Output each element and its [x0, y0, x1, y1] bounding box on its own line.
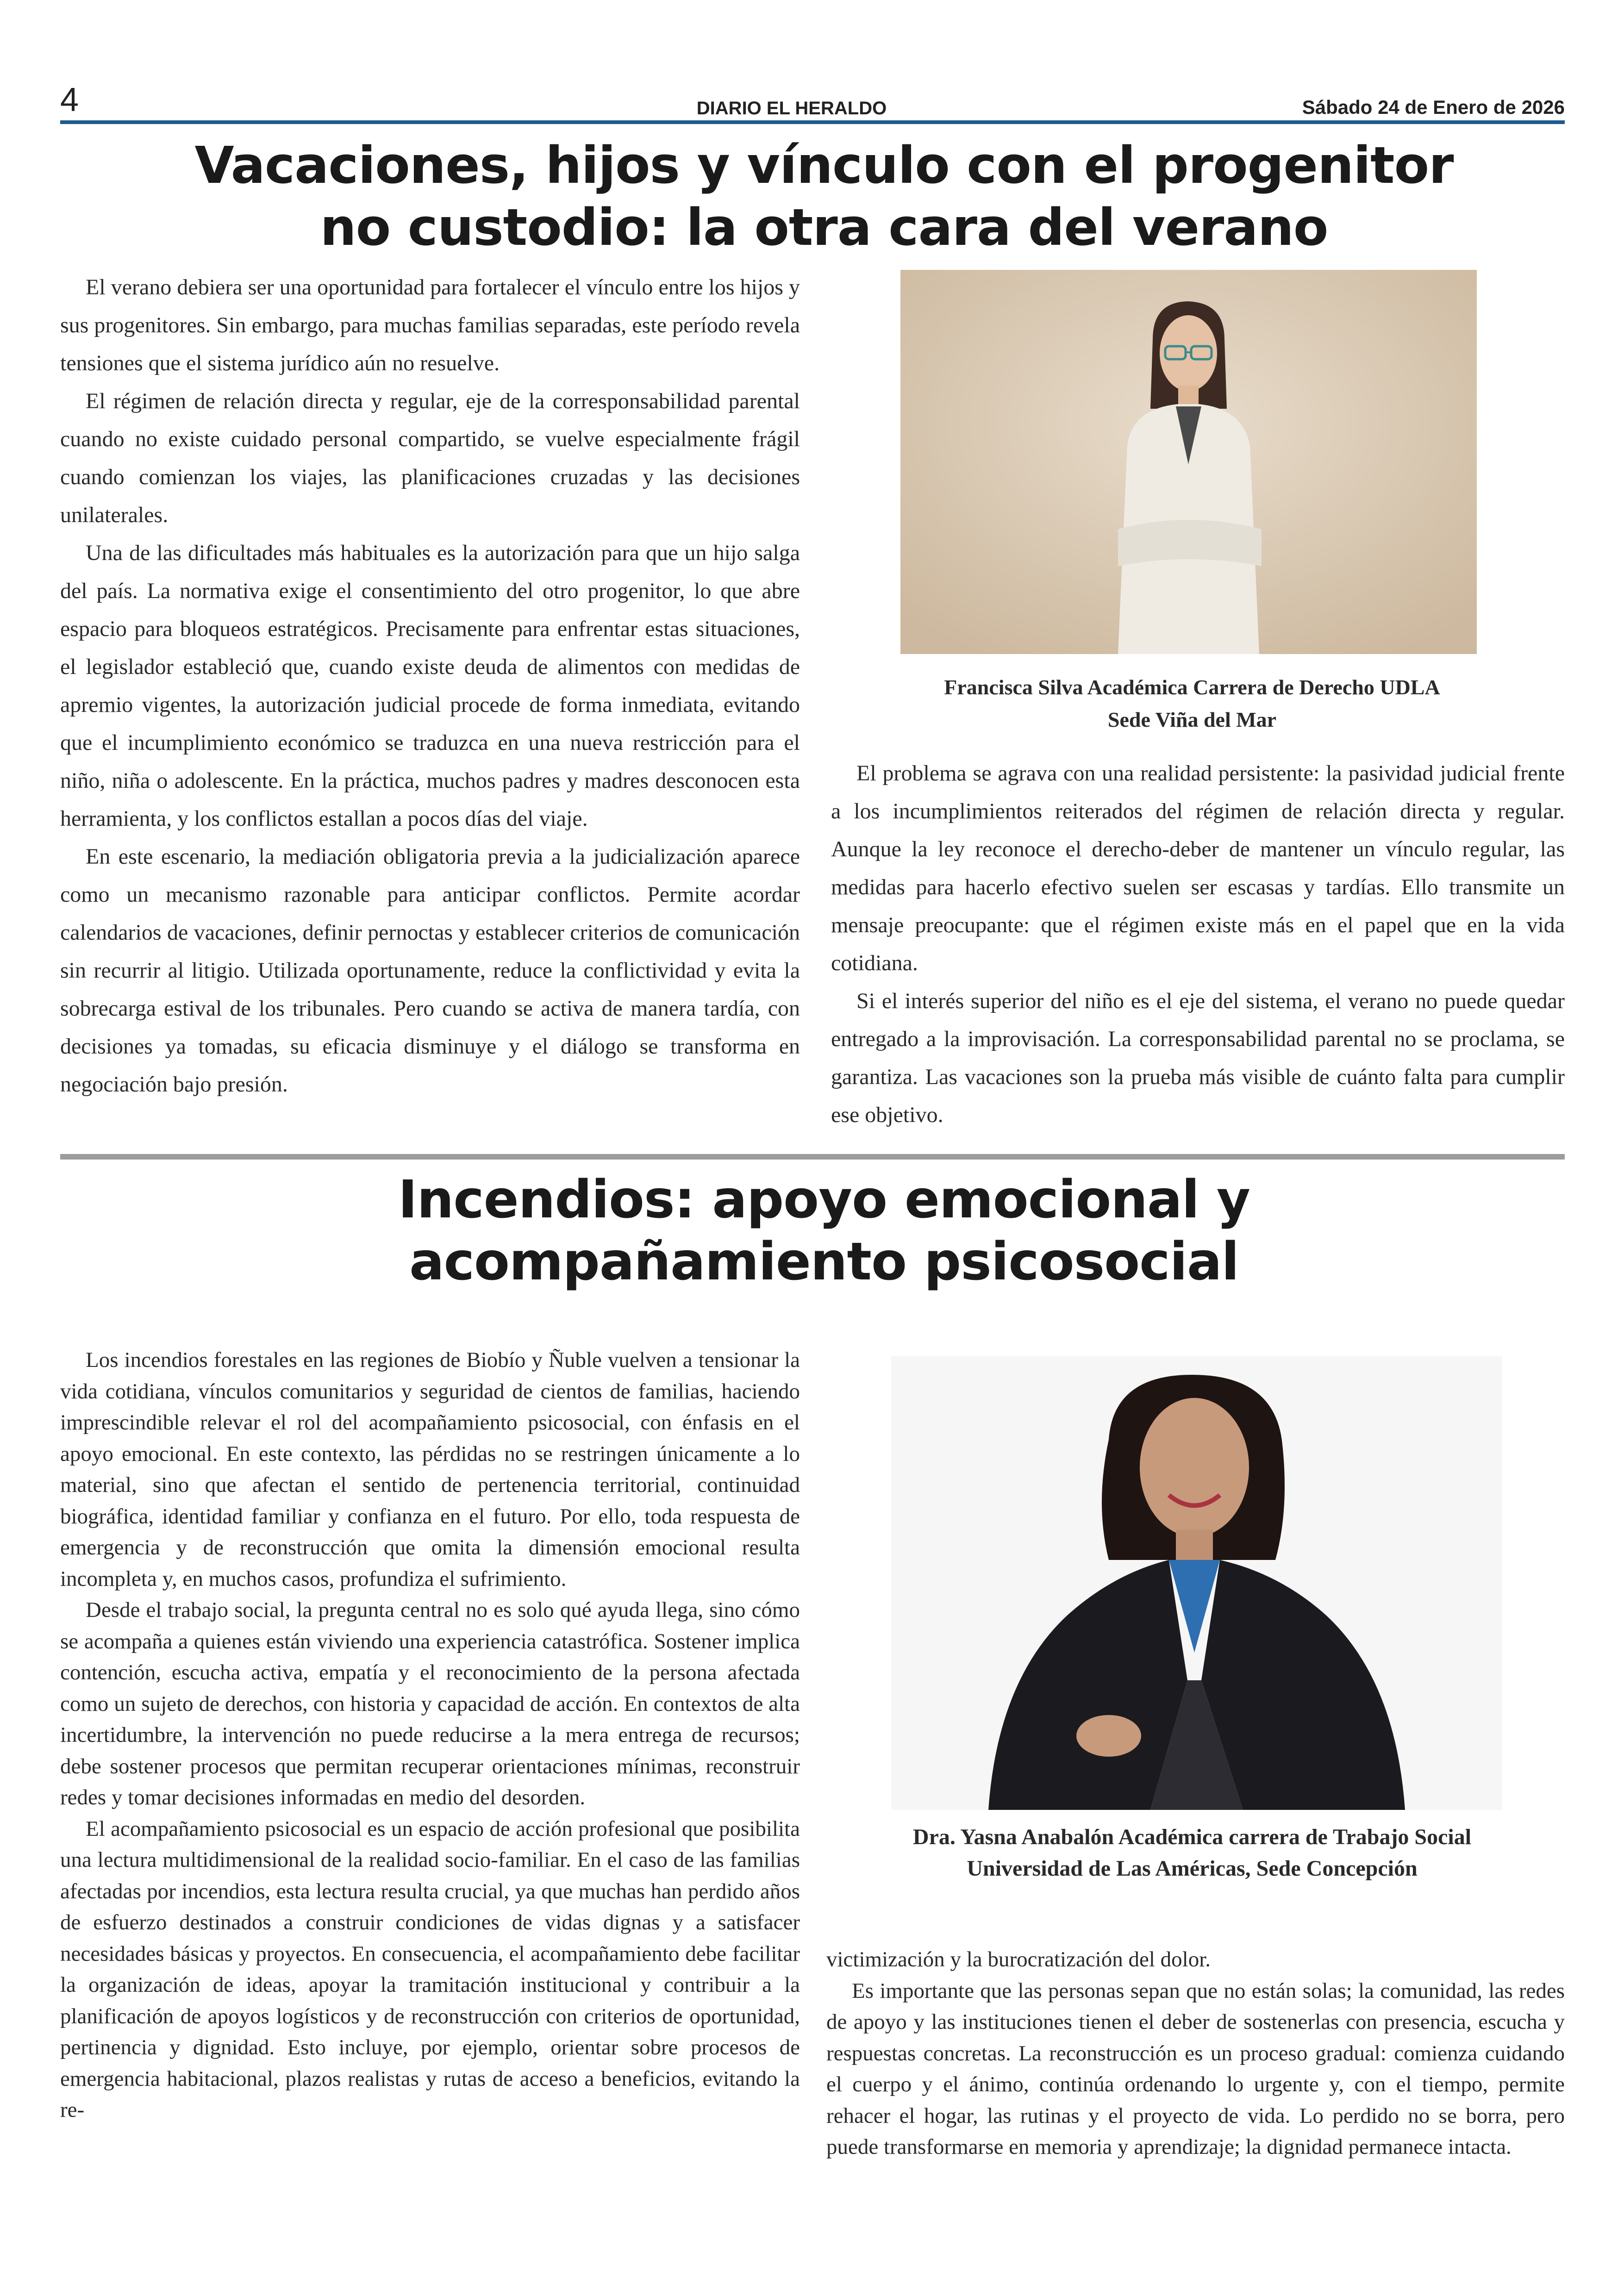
article2-paragraph: El acompañamiento psicosocial es un espacio de acción profesional que posibilita una lectura multidimensional de la realidad socio-familiar. En el caso de las familias afectadas por incendios, esta lectura resulta crucial, ya que muchas han perdido años de esfuerzo destinados a construir condiciones de vidas dignas y a satisfacer necesidades básicas y proyectos. En consecuencia, el acompañamiento debe facilitar la organización de ideas, apoyar la tramitación institucional y contribuir a la planificación de apoyos logísticos y de reconstrucción con criterios de oportunidad, pertinencia y dignidad. Esto incluye, por ejemplo, orientar sobre procesos de emergencia habitacional, plazos realistas y rutas de acceso a beneficios, evitando la re-	[60, 1816, 800, 2122]
article2-title-line: acompañamiento psicosocial	[409, 1232, 1239, 1292]
article1-paragraph: Una de las dificultades más habituales es la autorización para que un hijo salga del país. La normativa exige el consentimiento del otro progenitor, lo que abre espacio para bloqueos estratégicos. Precisamente para enfrentar estas situaciones, el legislador estableció que, cuando existe deuda de alimentos con medidas de apremio vigentes, la autorización judicial procede de forma inmediata, evitando que el incumplimiento económico se traduzca en una nueva restricción para el niño, niña o adolescente. En la práctica, muchos padres y madres desconocen esta herramienta, y los conflictos estallan a pocos días del viaje.	[60, 541, 800, 831]
article1-photo-caption	[831, 671, 1553, 736]
header-rule	[60, 120, 1565, 124]
article1-title-line: no custodio: la otra cara del verano	[320, 198, 1328, 257]
article1-paragraph: Si el interés superior del niño es el eje del sistema, el verano no puede quedar entregado a la improvisación. La corresponsabilidad parental no se proclama, se garantiza. Las vacaciones son la prueba más visible de cuánto falta para cumplir ese objetivo.	[831, 989, 1565, 1127]
article2-paragraph: Es importante que las personas sepan que no están solas; la comunidad, las redes de apoyo y las instituciones tienen el deber de sostenerlas con presencia, escucha y respuestas concretas. La reconstrucción es un proceso gradual: comienza cuidando el cuerpo y el ánimo, continúa ordenando lo urgente y, con el tiempo, permite rehacer el hogar, las rutinas y el proyecto de vida. Lo perdido no se borra, pero puede transformarse en memoria y aprendizaje; la dignidad permanece intacta.	[826, 1978, 1565, 2159]
article1-paragraph: El verano debiera ser una oportunidad para fortalecer el vínculo entre los hijos y sus progenitores. Sin embargo, para muchas familias separadas, este período revela tensiones que el sistema jurídico aún no resuelve.	[60, 275, 800, 375]
portrait-illustration	[900, 270, 1477, 654]
portrait-illustration	[891, 1356, 1502, 1810]
article1-title-line: Vacaciones, hijos y vínculo con el progenitor	[194, 136, 1454, 195]
article2-right-column	[826, 1944, 1565, 2163]
article1-paragraph: El problema se agrava con una realidad persistente: la pasividad judicial frente a los incumplimientos reiterados del régimen de relación directa y regular. Aunque la ley reconoce el derecho-deber de mantener un vínculo regular, las medidas para hacerlo efectivo suelen ser escasas y tardías. Ello transmite un mensaje preocupante: que el régimen existe más en el papel que en la vida cotidiana.	[831, 761, 1565, 975]
newspaper-name: DIARIO EL HERALDO	[696, 98, 887, 118]
section-divider	[60, 1154, 1565, 1160]
article2-left-column	[60, 1345, 800, 2126]
caption-line: Sede Viña del Mar	[1107, 708, 1277, 731]
caption-line: Francisca Silva Académica Carrera de Derecho UDLA	[944, 675, 1440, 699]
article1-right-column	[831, 755, 1565, 1134]
article1-paragraph: En este escenario, la mediación obligatoria previa a la judicialización aparece como un mecanismo razonable para anticipar conflictos. Permite acordar calendarios de vacaciones, definir pernoctas y establecer criterios de comunicación sin recurrir al litigio. Utilizada oportunamente, reduce la conflictividad y evita la sobrecarga estival de los tribunales. Pero cuando se activa de manera tardía, con decisiones ya tomadas, su eficacia disminuye y el diálogo se transforma en negociación bajo presión.	[60, 844, 800, 1097]
page-header	[60, 83, 1565, 120]
article2-photo-caption	[831, 1821, 1553, 1884]
caption-line: Universidad de Las Américas, Sede Concepción	[967, 1856, 1418, 1881]
article2-title	[60, 1169, 1588, 1293]
article2-continuation: victimización y la burocratización del dolor.	[826, 1947, 1211, 1971]
article2-paragraph: Desde el trabajo social, la pregunta central no es solo qué ayuda llega, sino cómo se acompaña a quienes están viviendo una experiencia catastrófica. Sostener implica contención, escucha activa, empatía y el reconocimiento de la persona afectada como un sujeto de derechos, con historia y capacidad de acción. En contextos de alta incertidumbre, la intervención no puede reducirse a la mera entrega de recursos; debe sostener procesos que permitan recuperar orientaciones mínimas, reconstruir redes y tomar decisiones informadas en medio del desorden.	[60, 1598, 800, 1809]
article1-paragraph: El régimen de relación directa y regular, eje de la corresponsabilidad parental cuando no existe cuidado personal compartido, se vuelve especialmente frágil cuando comienzan los viajes, las planificaciones cruzadas y las decisiones unilaterales.	[60, 389, 800, 527]
caption-line: Dra. Yasna Anabalón Académica carrera de Trabajo Social	[912, 1825, 1472, 1849]
article2-paragraph: Los incendios forestales en las regiones de Biobío y Ñuble vuelven a tensionar la vida cotidiana, vínculos comunitarios y seguridad de cientos de familias, haciendo imprescindible relevar el rol del acompañamiento psicosocial, con énfasis en el apoyo emocional. En este contexto, las pérdidas no se restringen únicamente a lo material, sino que afectan el sentido de pertenencia territorial, continuidad biográfica, identidad familiar y confianza en el futuro. Por ello, toda respuesta de emergencia y de reconstrucción que omita la dimensión emocional resulta incompleta y, en muchos casos, profundiza el sufrimiento.	[60, 1348, 800, 1591]
page-number: 4	[60, 81, 79, 118]
issue-date: Sábado 24 de Enero de 2026	[1302, 96, 1565, 118]
article1-left-column	[60, 268, 800, 1104]
article2-title-line: Incendios: apoyo emocional y	[398, 1170, 1250, 1230]
article1-title	[60, 134, 1588, 258]
article1-portrait-photo	[900, 270, 1477, 654]
article2-portrait-photo	[891, 1356, 1502, 1810]
